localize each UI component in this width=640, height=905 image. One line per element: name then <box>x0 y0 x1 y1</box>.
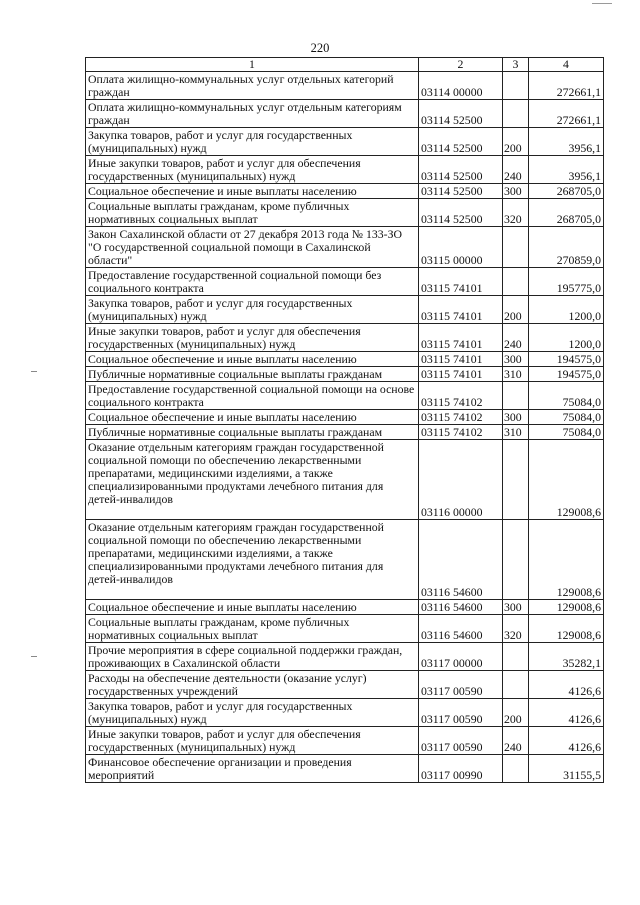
row-type: 200 <box>503 128 529 156</box>
row-name: Оплата жилищно-коммунальных услуг отдельных категорий граждан <box>86 72 419 100</box>
row-type <box>503 671 529 699</box>
row-sum: 272661,1 <box>529 72 604 100</box>
table-row <box>86 128 604 156</box>
row-code: 03116 54600 <box>419 615 503 643</box>
row-sum: 31155,5 <box>529 755 604 783</box>
row-type: 300 <box>503 184 529 199</box>
row-code: 03115 74102 <box>419 425 503 440</box>
row-name: Социальное обеспечение и иные выплаты населению <box>86 410 419 425</box>
row-sum: 194575,0 <box>529 352 604 367</box>
row-code: 03115 74102 <box>419 410 503 425</box>
scan-mark <box>31 371 37 372</box>
row-name: Оплата жилищно-коммунальных услуг отдельным категориям граждан <box>86 100 419 128</box>
row-name: Публичные нормативные социальные выплаты гражданам <box>86 425 419 440</box>
row-sum: 75084,0 <box>529 425 604 440</box>
table-row <box>86 352 604 367</box>
row-name: Закупка товаров, работ и услуг для государственных (муниципальных) нужд <box>86 128 419 156</box>
row-type <box>503 440 529 520</box>
row-type: 200 <box>503 296 529 324</box>
table-row <box>86 296 604 324</box>
row-name: Предоставление государственной социальной помощи на основе социального контракта <box>86 382 419 410</box>
row-sum: 4126,6 <box>529 727 604 755</box>
row-type <box>503 643 529 671</box>
table-row <box>86 755 604 783</box>
row-name: Закупка товаров, работ и услуг для государственных (муниципальных) нужд <box>86 296 419 324</box>
table-row <box>86 184 604 199</box>
row-sum: 75084,0 <box>529 410 604 425</box>
row-code: 03114 52500 <box>419 128 503 156</box>
row-type <box>503 755 529 783</box>
row-name: Оказание отдельным категориям граждан государственной социальной помощи по обеспечению лекарственными препаратами, медицинскими изделиями, а также специализированными продуктами лечебного питания для детей-инвалидов <box>86 520 419 600</box>
row-sum: 129008,6 <box>529 440 604 520</box>
table-row <box>86 367 604 382</box>
table-row <box>86 100 604 128</box>
row-sum: 270859,0 <box>529 227 604 268</box>
row-code: 03115 74101 <box>419 324 503 352</box>
row-code: 03117 00000 <box>419 643 503 671</box>
row-sum: 75084,0 <box>529 382 604 410</box>
row-sum: 268705,0 <box>529 199 604 227</box>
row-type: 240 <box>503 727 529 755</box>
row-sum: 194575,0 <box>529 367 604 382</box>
budget-table <box>85 57 604 783</box>
row-sum: 4126,6 <box>529 699 604 727</box>
row-sum: 1200,0 <box>529 324 604 352</box>
row-type: 240 <box>503 156 529 184</box>
row-name: Расходы на обеспечение деятельности (оказание услуг) государственных учреждений <box>86 671 419 699</box>
row-code: 03114 52500 <box>419 156 503 184</box>
row-name: Социальное обеспечение и иные выплаты населению <box>86 600 419 615</box>
table-row <box>86 600 604 615</box>
row-code: 03117 00590 <box>419 699 503 727</box>
row-code: 03116 00000 <box>419 440 503 520</box>
row-type: 200 <box>503 699 529 727</box>
row-sum: 3956,1 <box>529 156 604 184</box>
row-code: 03115 00000 <box>419 227 503 268</box>
table-row <box>86 671 604 699</box>
row-type: 300 <box>503 410 529 425</box>
row-code: 03114 00000 <box>419 72 503 100</box>
row-sum: 129008,6 <box>529 520 604 600</box>
row-code: 03114 52500 <box>419 184 503 199</box>
row-sum: 35282,1 <box>529 643 604 671</box>
table-row <box>86 324 604 352</box>
row-type: 300 <box>503 352 529 367</box>
row-name: Социальное обеспечение и иные выплаты населению <box>86 352 419 367</box>
table-row <box>86 227 604 268</box>
row-name: Иные закупки товаров, работ и услуг для обеспечения государственных (муниципальных) нужд <box>86 156 419 184</box>
table-row <box>86 410 604 425</box>
table-row <box>86 268 604 296</box>
row-code: 03116 54600 <box>419 600 503 615</box>
row-sum: 129008,6 <box>529 615 604 643</box>
row-code: 03114 52500 <box>419 100 503 128</box>
table-row <box>86 727 604 755</box>
row-name: Социальные выплаты гражданам, кроме публичных нормативных социальных выплат <box>86 615 419 643</box>
row-sum: 268705,0 <box>529 184 604 199</box>
row-code: 03116 54600 <box>419 520 503 600</box>
row-sum: 4126,6 <box>529 671 604 699</box>
row-name: Социальное обеспечение и иные выплаты населению <box>86 184 419 199</box>
column-header: 3 <box>503 58 529 72</box>
page-number: 220 <box>310 41 330 55</box>
table-row <box>86 382 604 410</box>
table-row <box>86 699 604 727</box>
row-type <box>503 100 529 128</box>
row-type: 300 <box>503 600 529 615</box>
row-code: 03114 52500 <box>419 199 503 227</box>
budget-table-container <box>85 57 604 783</box>
table-row <box>86 72 604 100</box>
row-type <box>503 227 529 268</box>
row-type <box>503 72 529 100</box>
header-row <box>86 58 604 72</box>
row-type: 320 <box>503 199 529 227</box>
column-header: 4 <box>529 58 604 72</box>
table-row <box>86 643 604 671</box>
row-name: Закупка товаров, работ и услуг для государственных (муниципальных) нужд <box>86 699 419 727</box>
row-code: 03117 00590 <box>419 727 503 755</box>
row-name: Предоставление государственной социальной помощи без социального контракта <box>86 268 419 296</box>
table-row <box>86 615 604 643</box>
row-code: 03115 74102 <box>419 382 503 410</box>
row-type <box>503 520 529 600</box>
row-type: 320 <box>503 615 529 643</box>
row-name: Закон Сахалинской области от 27 декабря 2013 года № 133-ЗО "О государственной социальной помощи в Сахалинской области" <box>86 227 419 268</box>
row-code: 03117 00590 <box>419 671 503 699</box>
row-type: 240 <box>503 324 529 352</box>
column-header: 2 <box>419 58 503 72</box>
row-type <box>503 268 529 296</box>
row-sum: 129008,6 <box>529 600 604 615</box>
row-name: Иные закупки товаров, работ и услуг для обеспечения государственных (муниципальных) нужд <box>86 727 419 755</box>
row-code: 03117 00990 <box>419 755 503 783</box>
table-row <box>86 156 604 184</box>
row-code: 03115 74101 <box>419 367 503 382</box>
row-name: Прочие мероприятия в сфере социальной поддержки граждан, проживающих в Сахалинской области <box>86 643 419 671</box>
row-code: 03115 74101 <box>419 268 503 296</box>
row-type: 310 <box>503 425 529 440</box>
row-sum: 3956,1 <box>529 128 604 156</box>
row-code: 03115 74101 <box>419 352 503 367</box>
row-name: Финансовое обеспечение организации и проведения мероприятий <box>86 755 419 783</box>
row-sum: 195775,0 <box>529 268 604 296</box>
table-row <box>86 440 604 520</box>
row-code: 03115 74101 <box>419 296 503 324</box>
row-name: Иные закупки товаров, работ и услуг для обеспечения государственных (муниципальных) нужд <box>86 324 419 352</box>
row-sum: 1200,0 <box>529 296 604 324</box>
row-type: 310 <box>503 367 529 382</box>
table-row <box>86 425 604 440</box>
row-name: Оказание отдельным категориям граждан государственной социальной помощи по обеспечению лекарственными препаратами, медицинскими изделиями, а также специализированными продуктами лечебного питания для детей-инвалидов <box>86 440 419 520</box>
row-name: Социальные выплаты гражданам, кроме публичных нормативных социальных выплат <box>86 199 419 227</box>
table-row <box>86 520 604 600</box>
scan-mark <box>592 3 612 4</box>
row-type <box>503 382 529 410</box>
row-name: Публичные нормативные социальные выплаты гражданам <box>86 367 419 382</box>
row-sum: 272661,1 <box>529 100 604 128</box>
column-header: 1 <box>86 58 419 72</box>
scan-mark <box>31 656 37 657</box>
table-row <box>86 199 604 227</box>
